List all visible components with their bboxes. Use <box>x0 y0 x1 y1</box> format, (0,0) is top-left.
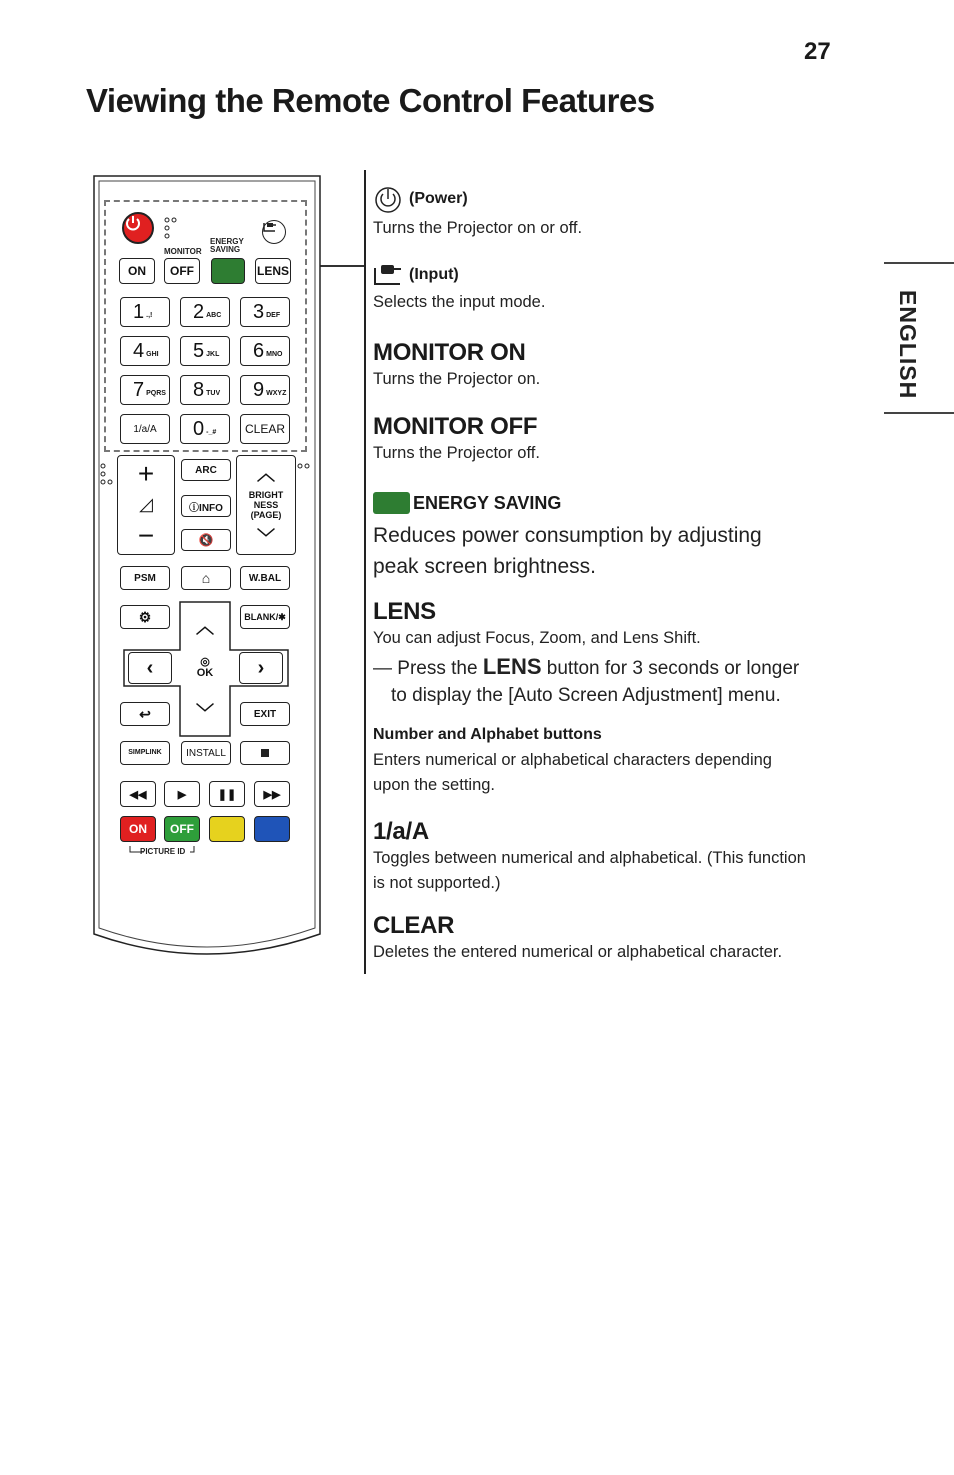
input-label: (Input) <box>409 266 459 283</box>
remote-simplink-button[interactable]: SIMPLINK <box>120 741 170 765</box>
remote-monitor-label: MONITOR <box>164 247 202 256</box>
remote-pause-button[interactable] <box>209 781 245 807</box>
remote-blue-button[interactable] <box>254 816 290 842</box>
key-letters: MNO <box>266 350 283 358</box>
remote-red-on-button[interactable]: ON <box>120 816 156 842</box>
input-icon <box>373 262 403 288</box>
remote-up-button[interactable] <box>184 606 226 646</box>
back-icon: ↩ <box>139 705 151 722</box>
entry-monitor-on <box>373 339 540 392</box>
monitor-on-label: MONITOR ON <box>373 339 526 366</box>
remote-left-button[interactable] <box>128 652 172 684</box>
key-digit: 4 <box>133 339 145 362</box>
key-letters: -_# <box>206 428 217 436</box>
arrow-left-icon: ‹ <box>146 656 154 679</box>
chevron-down-icon: ﹀ <box>257 528 275 548</box>
lens-note <box>373 653 803 709</box>
key-digit: 3 <box>253 300 265 323</box>
remote-picture-id-label: PICTURE ID <box>140 847 186 856</box>
fast-forward-icon: ▶▶ <box>263 788 281 801</box>
rewind-icon: ◀◀ <box>129 788 147 801</box>
remote-key-6[interactable] <box>240 336 290 366</box>
entry-input-head <box>373 262 545 288</box>
remote-key-7[interactable] <box>120 375 170 405</box>
mute-icon: 🔇 <box>198 533 214 547</box>
page-number: 27 <box>804 38 831 65</box>
lens-note-suffix: button for 3 seconds or longer to display the [Auto Screen Adjustment] menu. <box>391 658 800 706</box>
remote-blank-button[interactable]: BLANK/✱ <box>240 605 290 629</box>
remote-yellow-button[interactable] <box>209 816 245 842</box>
remote-key-8[interactable] <box>180 375 230 405</box>
language-label: ENGLISH <box>895 290 921 400</box>
entry-energy-head <box>373 492 793 514</box>
key-digit: 9 <box>253 378 265 401</box>
ok-circle-icon: ◎ <box>200 656 210 668</box>
remote-clear-button[interactable]: CLEAR <box>240 414 290 444</box>
1aA-desc: Toggles between numerical and alphabetical. (This function is not supported.) <box>373 849 806 892</box>
monitor-off-label: MONITOR OFF <box>373 413 538 440</box>
remote-mute-button[interactable] <box>181 529 231 551</box>
remote-input-button[interactable] <box>262 220 286 244</box>
remote-back-button[interactable] <box>120 702 170 726</box>
remote-psm-button[interactable]: PSM <box>120 566 170 590</box>
key-letters: JKL <box>206 350 220 358</box>
remote-play-button[interactable] <box>164 781 200 807</box>
remote-key-9[interactable] <box>240 375 290 405</box>
key-digit: 7 <box>133 378 145 401</box>
volume-up-icon: + <box>137 458 155 490</box>
remote-control-illustration <box>92 174 322 960</box>
key-digit: 5 <box>193 339 205 362</box>
remote-key-1[interactable] <box>120 297 170 327</box>
remote-settings-button[interactable] <box>120 605 170 629</box>
key-digit: 0 <box>193 417 205 440</box>
language-tab <box>884 262 954 414</box>
entry-energy-saving <box>373 492 793 582</box>
entry-numbers <box>373 726 803 798</box>
remote-right-button[interactable] <box>239 652 283 684</box>
power-icon <box>124 214 142 232</box>
arrow-right-icon: › <box>257 656 265 679</box>
arrow-down-icon: ﹀ <box>196 703 214 723</box>
clear-label: CLEAR <box>373 912 455 939</box>
remote-down-button[interactable] <box>184 692 226 732</box>
remote-key-4[interactable] <box>120 336 170 366</box>
remote-power-button[interactable] <box>122 212 154 244</box>
lens-desc: You can adjust Focus, Zoom, and Lens Shift. <box>373 629 701 647</box>
stop-icon <box>261 749 269 757</box>
remote-stop-button[interactable] <box>240 741 290 765</box>
remote-install-button[interactable]: INSTALL <box>181 741 231 765</box>
remote-green-off-button[interactable]: OFF <box>164 816 200 842</box>
remote-monitor-on-button[interactable]: ON <box>119 258 155 284</box>
input-icon <box>263 221 277 233</box>
clear-desc: Deletes the entered numerical or alphabetical character. <box>373 943 783 961</box>
remote-key-3[interactable] <box>240 297 290 327</box>
entry-1aA <box>373 818 808 896</box>
key-digit: 1 <box>133 300 145 323</box>
energy-saving-swatch <box>373 492 410 514</box>
column-divider <box>364 170 366 974</box>
key-letters: TUV <box>206 389 221 397</box>
pause-icon: ❚❚ <box>217 788 237 801</box>
ok-label: OK <box>196 667 214 679</box>
remote-key-2[interactable] <box>180 297 230 327</box>
home-icon: ⌂ <box>201 570 211 586</box>
entry-input <box>373 262 545 315</box>
remote-brightness-rocker[interactable] <box>236 455 296 555</box>
remote-volume-rocker[interactable] <box>117 455 175 555</box>
remote-home-button[interactable] <box>181 566 231 590</box>
remote-lens-button[interactable]: LENS <box>255 258 291 284</box>
input-desc: Selects the input mode. <box>373 293 546 311</box>
key-letters: GHI <box>146 350 159 358</box>
key-letters: PQRS <box>146 389 166 397</box>
page-title: Viewing the Remote Control Features <box>86 82 655 119</box>
entry-power <box>373 184 582 241</box>
key-letters: WXYZ <box>266 389 287 397</box>
remote-1aA-button[interactable]: 1/a/A <box>120 414 170 444</box>
power-icon <box>373 184 403 214</box>
1aA-label: 1/a/A <box>373 818 429 845</box>
arrow-up-icon: ︿ <box>196 617 214 637</box>
entry-monitor-off <box>373 413 540 466</box>
brightness-label: BRIGHT NESS (PAGE) <box>248 490 284 520</box>
energy-saving-label: ENERGY SAVING <box>413 492 562 513</box>
remote-key-5[interactable] <box>180 336 230 366</box>
gear-icon: ⚙ <box>138 608 152 625</box>
remote-rewind-button[interactable] <box>120 781 156 807</box>
lens-note-key: LENS <box>482 654 542 679</box>
monitor-on-desc: Turns the Projector on. <box>373 370 541 388</box>
remote-energy-label: ENERGY SAVING <box>210 237 244 254</box>
entry-clear <box>373 912 803 965</box>
remote-key-0[interactable] <box>180 414 230 444</box>
key-digit: 8 <box>193 378 205 401</box>
power-desc: Turns the Projector on or off. <box>373 219 583 237</box>
remote-ok-button[interactable] <box>184 652 226 684</box>
play-icon: ▶ <box>177 788 187 801</box>
volume-down-icon: − <box>137 519 155 551</box>
remote-monitor-off-button[interactable]: OFF <box>164 258 200 284</box>
remote-wbal-button[interactable]: W.BAL <box>240 566 290 590</box>
remote-exit-button[interactable]: EXIT <box>240 702 290 726</box>
key-digit: 2 <box>193 300 205 323</box>
remote-arc-button[interactable]: ARC <box>181 459 231 481</box>
chevron-up-icon: ︿ <box>257 464 275 484</box>
remote-fastforward-button[interactable] <box>254 781 290 807</box>
monitor-off-desc: Turns the Projector off. <box>373 444 540 462</box>
entry-power-head <box>373 184 582 214</box>
lens-label: LENS <box>373 598 436 625</box>
key-letters: .,! <box>146 311 153 319</box>
remote-energy-saving-button[interactable] <box>211 258 245 284</box>
lens-note-prefix: — Press the <box>373 658 483 679</box>
key-letters: DEF <box>266 311 281 319</box>
key-digit: 6 <box>253 339 265 362</box>
volume-icon: ◿ <box>139 494 153 515</box>
numbers-label: Number and Alphabet buttons <box>373 726 602 743</box>
entry-lens <box>373 598 803 709</box>
energy-saving-desc: Reduces power consumption by adjusting peak screen brightness. <box>373 524 762 578</box>
remote-info-button[interactable]: ⓘINFO <box>181 495 231 517</box>
power-label: (Power) <box>409 190 468 207</box>
key-letters: ABC <box>206 311 222 319</box>
numbers-desc: Enters numerical or alphabetical characters depending upon the setting. <box>373 751 772 794</box>
